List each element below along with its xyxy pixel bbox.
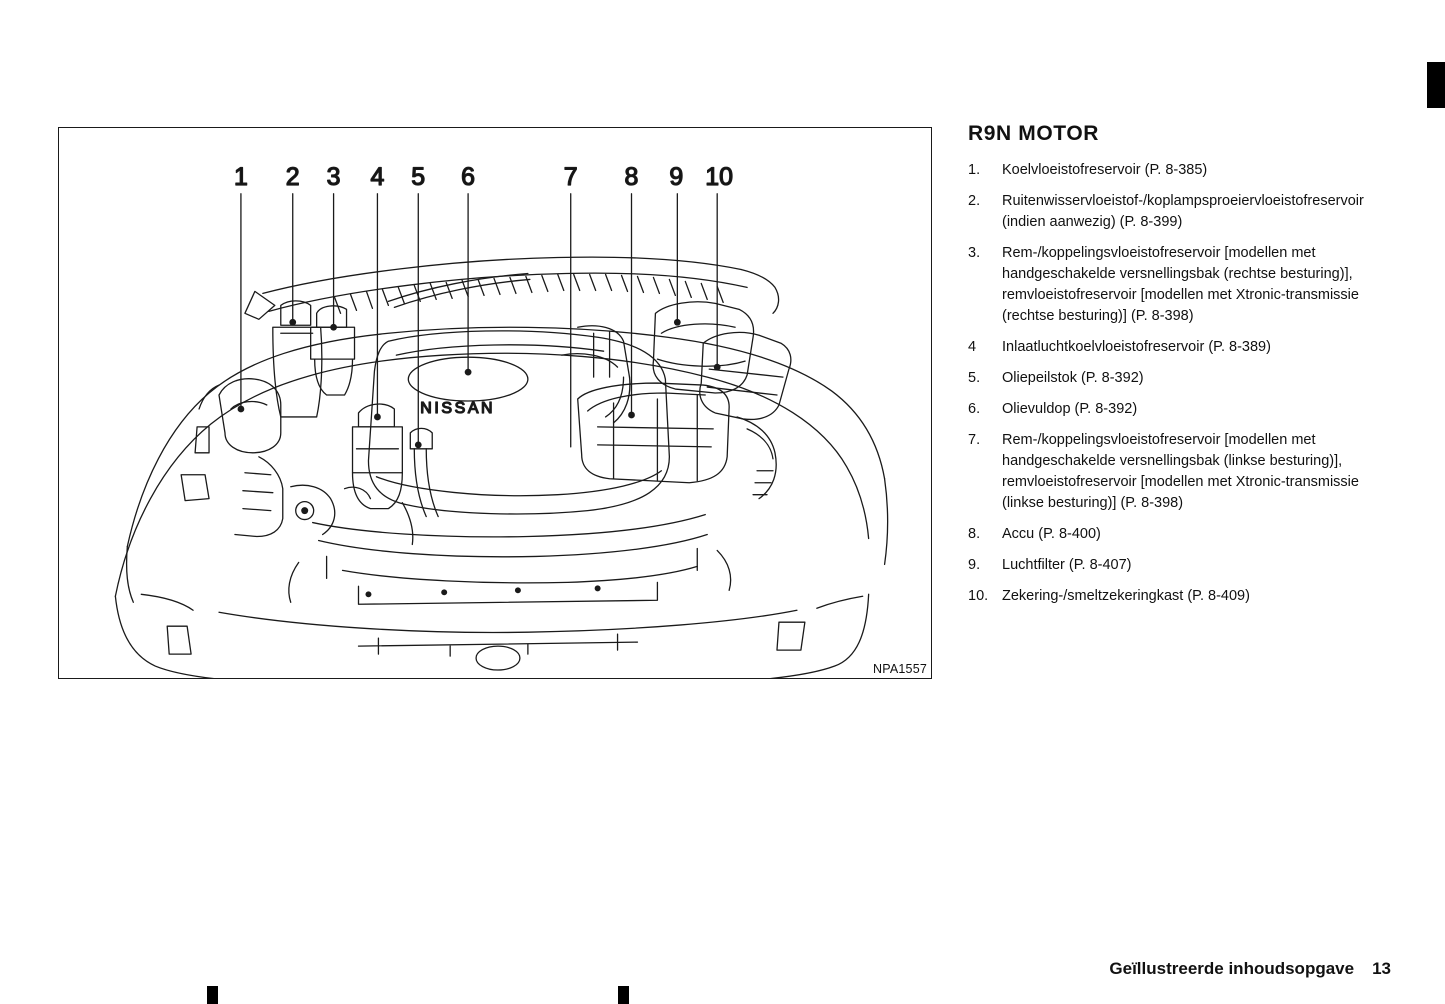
engine-cover-brand-text: NISSAN: [420, 399, 496, 417]
engine-bay-figure: [58, 127, 932, 679]
list-item: [968, 191, 1388, 233]
list-item-label: Olievuldop (P. 8-392): [1002, 401, 1138, 417]
list-item: [968, 399, 1388, 420]
list-item-label: Accu (P. 8-400): [1002, 526, 1101, 542]
list-item: [968, 555, 1388, 576]
figure-code: NPA1557: [873, 662, 927, 676]
list-item: [968, 524, 1388, 545]
list-item-number: 1.: [968, 162, 981, 178]
crop-mark-center: [618, 986, 629, 1004]
list-item-number: 6.: [968, 401, 981, 417]
engine-bay-illustration: [59, 128, 931, 678]
list-item: [968, 243, 1388, 327]
list-item-number: 7.: [968, 432, 981, 448]
list-item: [968, 368, 1388, 389]
list-item-label: Rem-/koppelingsvloeistofreservoir [modellen met handgeschakelde versnellingsbak (rechtse besturing)], remvloeistofreservoir [modellen met Xtronic-transmissie (rechtse besturing)] (P. 8-398): [1002, 245, 1359, 324]
list-item-label: Rem-/koppelingsvloeistofreservoir [modellen met handgeschakelde versnellingsbak (linkse besturing)], remvloeistofreservoir [modellen met Xtronic-transmissie (linkse besturing)] (P. 8-398): [1002, 432, 1359, 511]
callout-label-1: 1: [233, 162, 248, 191]
list-item: [968, 160, 1388, 181]
callout-label-2: 2: [285, 162, 300, 191]
list-item-label: Koelvloeistofreservoir (P. 8-385): [1002, 162, 1208, 178]
list-item-number: 10.: [968, 588, 989, 604]
callout-label-3: 3: [326, 162, 341, 191]
list-item-label: Luchtfilter (P. 8-407): [1002, 557, 1132, 573]
page-title: R9N MOTOR: [968, 122, 1100, 145]
list-item: [968, 337, 1388, 358]
list-item-label: Oliepeilstok (P. 8-392): [1002, 370, 1144, 386]
crop-mark-left: [207, 986, 218, 1004]
list-item-label: Ruitenwisservloeistof-/koplampsproeiervloeistofreservoir (indien aanwezig) (P. 8-399): [1002, 193, 1364, 230]
callout-label-4: 4: [370, 162, 385, 191]
list-item-number: 9.: [968, 557, 981, 573]
page-footer: [1109, 959, 1391, 979]
list-item-number: 2.: [968, 193, 981, 209]
callout-label-8: 8: [624, 162, 639, 191]
callout-label-7: 7: [563, 162, 578, 191]
callout-label-6: 6: [461, 162, 475, 191]
list-item-number: 8.: [968, 526, 981, 542]
list-item-number: 4: [968, 339, 977, 355]
page-edge-tab: [1427, 62, 1445, 108]
callout-label-9: 9: [669, 162, 684, 191]
list-item-number: 5.: [968, 370, 981, 386]
footer-page-number: 13: [1372, 959, 1391, 978]
callout-label-10: 10: [705, 162, 733, 191]
list-item: [968, 430, 1388, 514]
footer-chapter-title: Geïllustreerde inhoudsopgave: [1109, 959, 1355, 978]
list-item-label: Zekering-/smeltzekeringkast (P. 8-409): [1002, 588, 1250, 604]
list-item-label: Inlaatluchtkoelvloeistofreservoir (P. 8-389): [1002, 339, 1271, 355]
list-item: [968, 586, 1388, 607]
list-item-number: 3.: [968, 245, 981, 261]
parts-list: [968, 160, 1388, 607]
engine-parts-section: [968, 122, 1388, 617]
callout-label-5: 5: [411, 162, 426, 191]
